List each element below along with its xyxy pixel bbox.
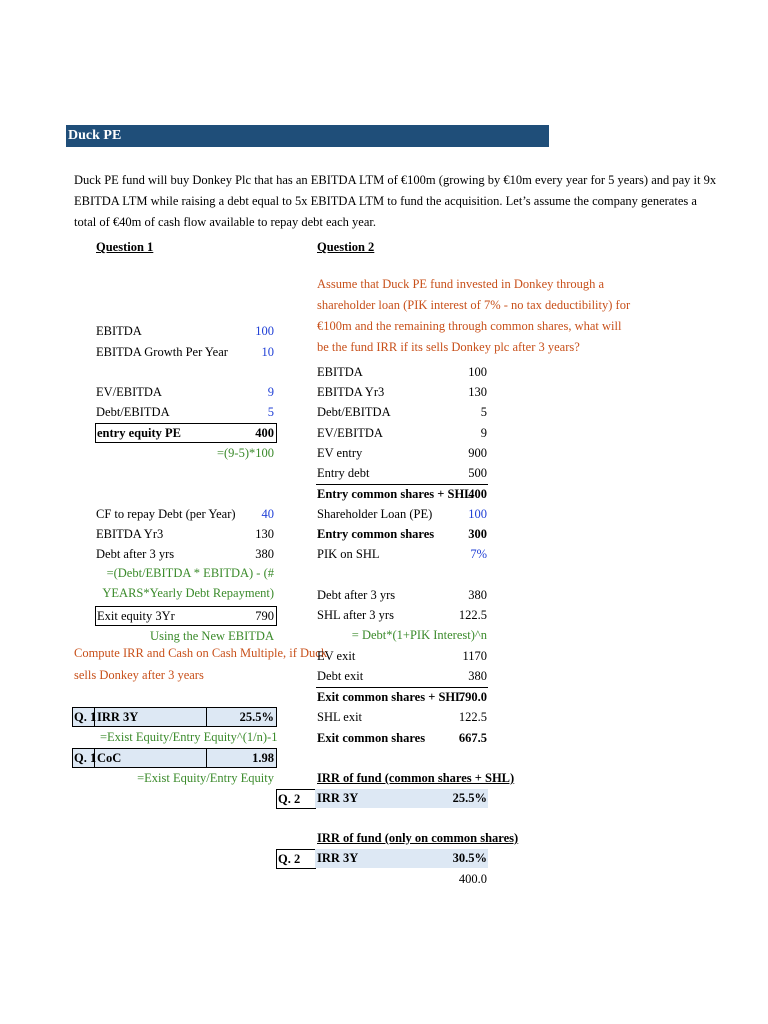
q1-ebitda-label: EBITDA xyxy=(96,324,142,338)
q2-irr2-tag-cell xyxy=(276,849,316,869)
q1-entry-equity-value: 400 xyxy=(255,426,274,440)
q2-pik-label: PIK on SHL xyxy=(317,547,380,561)
q2-exit-cs-label: Exit common shares xyxy=(317,731,426,745)
q2-text-line: be the fund IRR if its sells Donkey plc after 3 years? xyxy=(317,340,580,354)
q1-exit-equity-value: 790 xyxy=(255,609,274,623)
q2-text-line: shareholder loan (PIK interest of 7% - no tax deductibility) for xyxy=(317,298,631,312)
q2-shl-label: Shareholder Loan (PE) xyxy=(317,507,433,521)
q1-debt-ebitda-value[interactable]: 5 xyxy=(267,405,274,419)
q1-irr-formula: =Exist Equity/Entry Equity^(1/n)-1 xyxy=(100,730,278,744)
q2-row-label: Debt/EBITDA xyxy=(317,405,391,419)
q2-irr-common-header: IRR of fund (only on common shares) xyxy=(317,831,519,845)
q2-debt3-value: 380 xyxy=(468,588,487,602)
q1-debt3-value: 380 xyxy=(255,547,274,561)
q2-irr1-tag: Q. 2 xyxy=(278,792,301,806)
q2-irr2-value: 30.5% xyxy=(452,851,487,865)
q2-irr1-value: 25.5% xyxy=(452,791,487,805)
q1-ebitda-yr3-value: 130 xyxy=(255,527,274,541)
description-line: EBITDA LTM while raising a debt equal to 5x EBITDA LTM to fund the acquisition. Let’s assume the company generates a xyxy=(74,194,697,208)
q1-exit-equity-label: Exit equity 3Yr xyxy=(97,609,175,623)
q2-shl-exit-value: 122.5 xyxy=(458,710,487,724)
q2-entry-cs-shl-value: 400 xyxy=(468,487,487,501)
q1-debt3-formula-1: =(Debt/EBITDA * EBITDA) - (# xyxy=(106,566,274,580)
q1-irr-label: IRR 3Y xyxy=(97,710,139,724)
q2-ev-exit-label: EV exit xyxy=(317,649,356,663)
q2-row-value: 900 xyxy=(468,446,487,460)
q1-compute-line-1: Compute IRR and Cash on Cash Multiple, if Duck xyxy=(74,646,328,660)
q2-shl3-value: 122.5 xyxy=(458,608,487,622)
q2-entry-cs-value: 300 xyxy=(468,527,487,541)
q1-debt-ebitda-label: Debt/EBITDA xyxy=(96,405,170,419)
q2-shl3-formula: = Debt*(1+PIK Interest)^n xyxy=(351,628,487,642)
q1-coc-label: CoC xyxy=(97,751,122,765)
q2-irr1-label: IRR 3Y xyxy=(317,791,359,805)
q2-debt3-label: Debt after 3 yrs xyxy=(317,588,396,602)
q1-debt3-label: Debt after 3 yrs xyxy=(96,547,175,561)
q1-coc-tag: Q. 1 xyxy=(74,751,97,765)
q2-row-value: 500 xyxy=(468,466,487,480)
q1-exit-equity-row[interactable] xyxy=(95,606,277,626)
q2-exit-cs-value: 667.5 xyxy=(458,731,487,745)
q2-entry-cs-shl-label: Entry common shares + SHL xyxy=(317,487,473,501)
description xyxy=(74,170,717,233)
q1-ev-ebitda-value[interactable]: 9 xyxy=(267,385,274,399)
q1-growth-value[interactable]: 10 xyxy=(261,345,274,359)
q2-row-label: EV entry xyxy=(317,446,363,460)
q2-header: Question 2 xyxy=(317,240,375,254)
q2-shl3-label: SHL after 3 yrs xyxy=(317,608,394,622)
q1-cf-value[interactable]: 40 xyxy=(261,507,274,521)
q2-row-label: EV/EBITDA xyxy=(317,426,383,440)
q2-exit-cs-shl-value: 790.0 xyxy=(458,690,487,704)
title-banner xyxy=(66,125,549,147)
q2-irr1-row[interactable] xyxy=(315,789,488,808)
q2-row-label: Entry debt xyxy=(317,466,370,480)
q1-coc-formula: =Exist Equity/Entry Equity xyxy=(137,771,274,785)
q1-irr-value: 25.5% xyxy=(239,710,274,724)
q1-irr-row[interactable] xyxy=(72,707,277,727)
description-line: total of €40m of cash flow available to repay debt each year. xyxy=(74,215,376,229)
page-title: Duck PE xyxy=(68,128,122,143)
q2-row-value: 100 xyxy=(468,365,487,379)
q2-text-line: €100m and the remaining through common shares, what will xyxy=(317,319,622,333)
q1-debt3-formula-2: YEARS*Yearly Debt Repayment) xyxy=(102,586,274,600)
q2-text-line: Assume that Duck PE fund invested in Donkey through a xyxy=(317,277,605,291)
q1-entry-equity-label: entry equity PE xyxy=(97,426,182,440)
q2-exit-cs-shl-label: Exit common shares + SHL xyxy=(317,690,464,704)
q1-entry-equity-row[interactable] xyxy=(95,423,277,443)
q2-shl-value[interactable]: 100 xyxy=(468,507,487,521)
q2-irr1-tag-cell xyxy=(276,789,316,809)
q2-ev-exit-value: 1170 xyxy=(462,649,487,663)
q2-pik-value[interactable]: 7% xyxy=(470,547,487,561)
q1-growth-label: EBITDA Growth Per Year xyxy=(96,345,228,359)
q2-bottom-value: 400.0 xyxy=(458,872,487,886)
q2-debt-exit-label: Debt exit xyxy=(317,669,364,683)
q2-irr2-label: IRR 3Y xyxy=(317,851,359,865)
q1-coc-row[interactable] xyxy=(72,748,277,768)
q2-irr2-row[interactable] xyxy=(315,849,488,868)
q1-ebitda-yr3-label: EBITDA Yr3 xyxy=(96,527,164,541)
q2-entry-cs-label: Entry common shares xyxy=(317,527,435,541)
q2-row-value: 9 xyxy=(480,426,487,440)
q2-row-value: 5 xyxy=(480,405,487,419)
q1-entry-equity-formula: =(9-5)*100 xyxy=(216,446,274,460)
q2-row-label: EBITDA xyxy=(317,365,363,379)
q1-header: Question 1 xyxy=(96,240,154,254)
q2-question-text xyxy=(317,274,631,358)
q2-irr-fund-header: IRR of fund (common shares + SHL) xyxy=(317,771,515,785)
q1-cf-label: CF to repay Debt (per Year) xyxy=(96,507,236,521)
q2-row-label: EBITDA Yr3 xyxy=(317,385,385,399)
q2-debt-exit-value: 380 xyxy=(468,669,487,683)
q1-ev-ebitda-label: EV/EBITDA xyxy=(96,385,162,399)
description-line: Duck PE fund will buy Donkey Plc that has an EBITDA LTM of €100m (growing by €10m every year for 5 years) and pay it 9x xyxy=(74,173,717,187)
q2-irr2-tag: Q. 2 xyxy=(278,852,301,866)
q2-shl-exit-label: SHL exit xyxy=(317,710,363,724)
q1-exit-note: Using the New EBITDA xyxy=(150,629,274,643)
q1-irr-tag: Q. 1 xyxy=(74,710,97,724)
q2-row-value: 130 xyxy=(468,385,487,399)
q1-ebitda-value[interactable]: 100 xyxy=(255,324,274,338)
q1-compute-line-2: sells Donkey after 3 years xyxy=(74,668,204,682)
q1-coc-value: 1.98 xyxy=(252,751,274,765)
